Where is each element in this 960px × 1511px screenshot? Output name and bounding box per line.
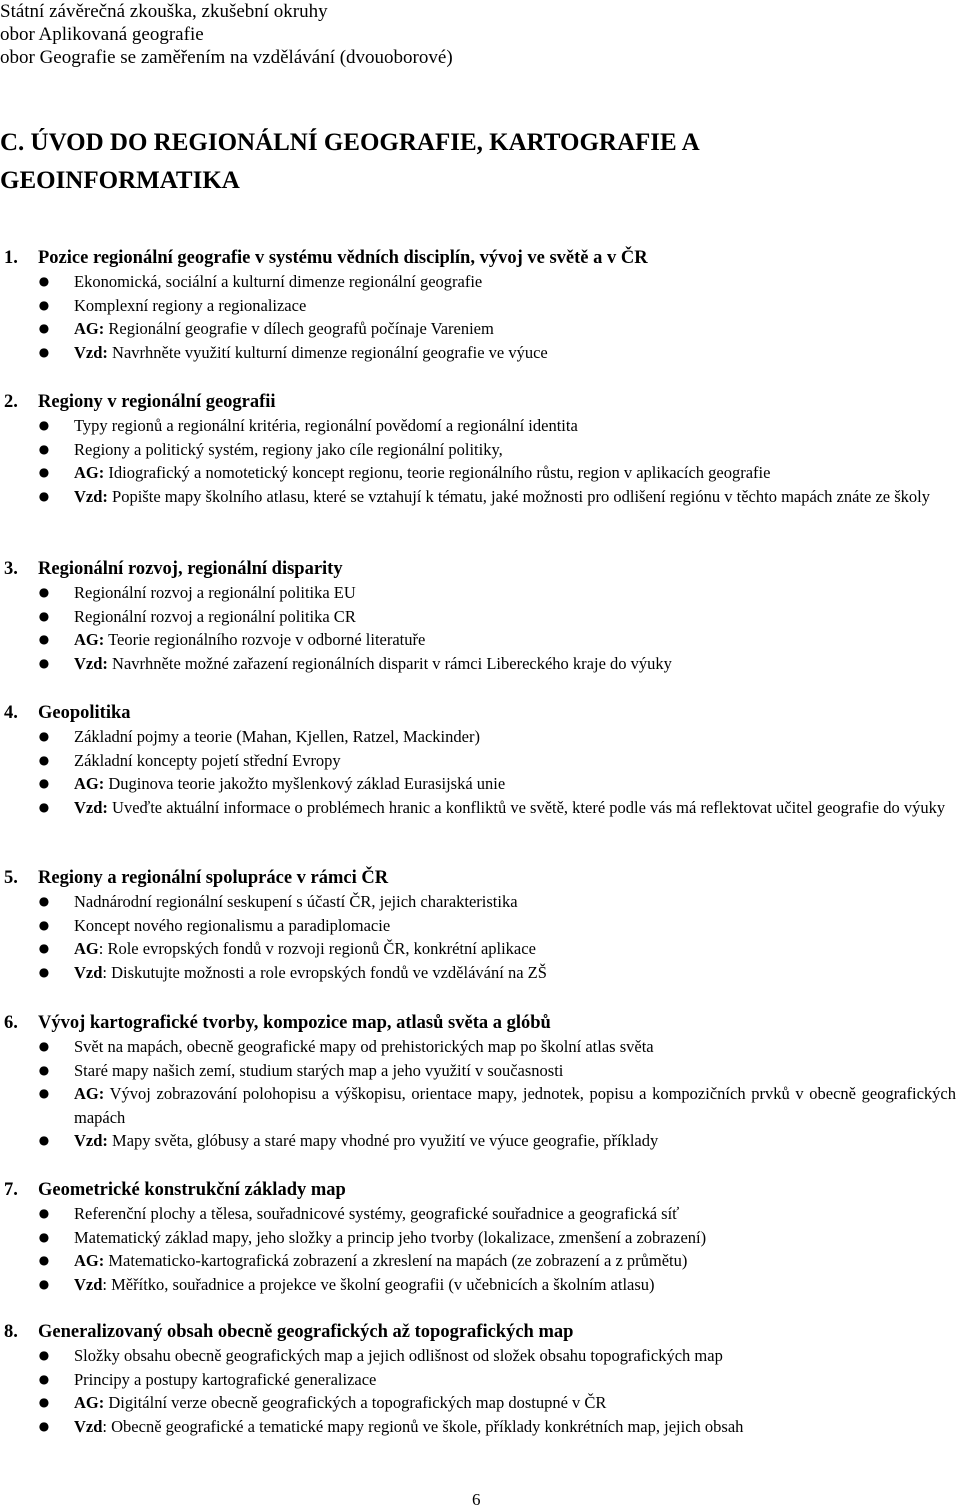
item-text: Svět na mapách, obecně geografické mapy od prehistorických map po školní atlas světa <box>74 1037 654 1056</box>
item-text: Regionální rozvoj a regionální politika EU <box>74 583 356 602</box>
item-text: Regionální rozvoj a regionální politika CR <box>74 606 356 626</box>
bullet-icon: ● <box>38 321 50 335</box>
item-prefix: AG: <box>74 1084 105 1103</box>
list-item <box>0 725 960 749</box>
item-text: Popište mapy školního atlasu, které se vztahují k tématu, jaké možnosti pro odlišení regiónu v těchto mapách znáte ze školy <box>107 486 930 506</box>
list-item <box>0 1415 960 1439</box>
bullet-icon: ● <box>38 1276 50 1291</box>
section-number: 1. <box>4 248 18 268</box>
item-text: Typy regionů a regionální kritéria, regionální povědomí a regionální identita <box>74 416 578 435</box>
topic-list <box>0 1344 960 1438</box>
section-title <box>0 246 960 270</box>
bullet-icon: ● <box>38 632 50 646</box>
item-prefix: Vzd: <box>74 1131 108 1150</box>
topic-list <box>0 725 960 819</box>
section-title-text: Geometrické konstrukční základy map <box>38 1180 346 1200</box>
list-item <box>0 1202 960 1226</box>
list-item <box>0 438 960 462</box>
section-2 <box>0 390 960 508</box>
bullet-icon: ● <box>38 1086 50 1100</box>
section-6 <box>0 1011 960 1153</box>
section-title-text: Vývoj kartografické tvorby, kompozice map, atlasů světa a glóbů <box>38 1013 551 1033</box>
section-title-text: Geopolitika <box>38 703 131 723</box>
list-item <box>0 485 960 509</box>
section-5 <box>0 866 960 984</box>
section-4 <box>0 701 960 819</box>
section-title <box>0 557 960 581</box>
list-item <box>0 1391 960 1415</box>
item-prefix: Vzd <box>74 1274 103 1294</box>
bullet-icon: ● <box>38 488 50 503</box>
item-prefix: Vzd: <box>74 797 108 817</box>
item-text: Regiony a politický systém, regiony jako cíle regionální politiky, <box>74 439 503 459</box>
list-item <box>0 1129 960 1153</box>
item-text: Referenční plochy a tělesa, souřadnicové systémy, geografické souřadnice a geografická síť <box>74 1204 680 1223</box>
section-number: 8. <box>4 1322 18 1342</box>
bullet-icon: ● <box>38 1253 50 1267</box>
item-text: : Měřítko, souřadnice a projekce ve školní geografii (v učebnicích a školním atlasu) <box>102 1274 655 1294</box>
bullet-icon: ● <box>38 799 50 814</box>
section-title-text: Generalizovaný obsah obecně geografických až topografických map <box>38 1322 574 1342</box>
section-3 <box>0 557 960 675</box>
item-text: Idiografický a nomotetický koncept regionu, teorie regionálního růstu, region v aplikacích geografie <box>104 463 771 482</box>
item-prefix: Vzd: <box>74 486 108 506</box>
item-prefix: Vzd <box>74 1416 103 1436</box>
item-prefix: AG: <box>74 463 105 482</box>
item-text: Mapy světa, glóbusy a staré mapy vhodné pro využití ve výuce geografie, příklady <box>107 1131 659 1150</box>
item-text: Nadnárodní regionální seskupení s účastí ČR, jejich charakteristika <box>74 892 518 911</box>
section-number: 2. <box>4 392 18 412</box>
section-number: 5. <box>4 868 18 888</box>
bullet-icon: ● <box>38 752 50 767</box>
section-title <box>0 1178 960 1202</box>
bullet-icon: ● <box>38 418 50 432</box>
bullet-icon: ● <box>38 941 50 955</box>
item-prefix: AG: <box>74 1393 105 1412</box>
list-item <box>0 581 960 605</box>
item-text: Regionální geografie v dílech geografů počínaje Vareniem <box>104 319 494 338</box>
item-text: Digitální verze obecně geografických a topografických map dostupné v ČR <box>104 1393 607 1412</box>
list-item <box>0 749 960 773</box>
bullet-icon: ● <box>38 344 50 359</box>
list-item <box>0 890 960 914</box>
list-item <box>0 1059 960 1083</box>
bullet-icon: ● <box>38 274 50 288</box>
list-item <box>0 317 960 341</box>
bullet-icon: ● <box>38 1039 50 1053</box>
item-text: : Role evropských fondů v rozvoji regionů ČR, konkrétní aplikace <box>98 939 536 958</box>
list-item <box>0 414 960 438</box>
list-item <box>0 937 960 961</box>
item-text: Základní pojmy a teorie (Mahan, Kjellen, Ratzel, Mackinder) <box>74 727 480 746</box>
item-text: Duginova teorie jakožto myšlenkový základ Eurasijská unie <box>104 774 506 793</box>
item-prefix: AG: <box>74 1251 105 1270</box>
item-text: Složky obsahu obecně geografických map a jejich odlišnost od složek obsahu topografických map <box>74 1346 723 1365</box>
list-item <box>0 1249 960 1273</box>
topic-list <box>0 890 960 984</box>
item-prefix: AG: <box>74 774 105 793</box>
item-prefix: AG <box>74 939 99 958</box>
section-title <box>0 1011 960 1035</box>
bullet-icon: ● <box>38 1062 50 1077</box>
item-prefix: AG: <box>74 630 105 649</box>
item-prefix: Vzd <box>74 962 103 982</box>
list-item <box>0 1226 960 1250</box>
section-7 <box>0 1178 960 1296</box>
item-text: Navrhněte možné zařazení regionálních disparit v rámci Libereckého kraje do výuky <box>107 653 672 673</box>
item-text: Základní koncepty pojetí střední Evropy <box>74 750 341 770</box>
section-number: 3. <box>4 559 18 579</box>
bullet-icon: ● <box>38 776 50 790</box>
section-title <box>0 866 960 890</box>
bullet-icon: ● <box>38 964 50 979</box>
section-title <box>0 701 960 725</box>
bullet-icon: ● <box>38 1371 50 1386</box>
list-item <box>0 1344 960 1368</box>
list-item <box>0 772 960 796</box>
bullet-icon: ● <box>38 1206 50 1220</box>
topic-list <box>0 1202 960 1296</box>
section-title-text: Regionální rozvoj, regionální disparity <box>38 559 343 579</box>
item-text: Ekonomická, sociální a kulturní dimenze regionální geografie <box>74 272 483 291</box>
bullet-icon: ● <box>38 894 50 908</box>
list-item <box>0 341 960 365</box>
item-text: Komplexní regiony a regionalizace <box>74 295 307 315</box>
list-item <box>0 796 960 820</box>
section-number: 4. <box>4 703 18 723</box>
list-item <box>0 461 960 485</box>
item-text: Principy a postupy kartografické generalizace <box>74 1369 377 1389</box>
item-text: Staré mapy našich zemí, studium starých map a jeho využití v současnosti <box>74 1060 564 1080</box>
item-text: : Diskutujte možnosti a role evropských fondů ve vzdělávání na ZŠ <box>102 962 547 982</box>
bullet-icon: ● <box>38 655 50 670</box>
list-item <box>0 628 960 652</box>
bullet-icon: ● <box>38 1229 50 1244</box>
list-item <box>0 1035 960 1059</box>
main-title: C. ÚVOD DO REGIONÁLNÍ GEOGRAFIE, KARTOGRAFIE A GEOINFORMATIKA <box>0 129 699 194</box>
bullet-icon: ● <box>38 465 50 479</box>
item-text: Uveďte aktuální informace o problémech hranic a konfliktů ve světě, které podle vás má reflektovat učitel geografie do výuky <box>107 797 946 817</box>
section-number: 6. <box>4 1013 18 1033</box>
bullet-icon: ● <box>38 441 50 456</box>
section-title-text: Regiony v regionální geografii <box>38 392 276 412</box>
section-title-text: Regiony a regionální spolupráce v rámci ČR <box>38 868 389 888</box>
section-1 <box>0 246 960 364</box>
list-item <box>0 914 960 938</box>
topic-list <box>0 270 960 364</box>
item-text: Vývoj zobrazování polohopisu a výškopisu, orientace mapy, jednotek, popisu a kompozičních prvků v obecně geografických mapách <box>74 1084 956 1127</box>
section-title <box>0 1320 960 1344</box>
list-item <box>0 1368 960 1392</box>
topic-list <box>0 581 960 675</box>
item-text: Navrhněte využití kulturní dimenze regionální geografie ve výuce <box>107 342 548 362</box>
item-text: Koncept nového regionalismu a paradiplomacie <box>74 915 391 935</box>
header-line-3: obor Geografie se zaměřením na vzdělávání (dvouoborové) <box>0 47 453 68</box>
item-text: Matematicko-kartografická zobrazení a zkreslení na mapách (ze zobrazení a z průmětu) <box>104 1251 688 1270</box>
item-text: Teorie regionálního rozvoje v odborné literatuře <box>104 630 426 649</box>
list-item <box>0 1273 960 1297</box>
header-line-1: Státní závěrečná zkouška, zkušební okruhy <box>0 1 328 22</box>
document-header <box>0 0 453 69</box>
list-item <box>0 961 960 985</box>
bullet-icon: ● <box>38 729 50 743</box>
bullet-icon: ● <box>38 917 50 932</box>
item-prefix: Vzd: <box>74 653 108 673</box>
section-title-text: Pozice regionální geografie v systému vědních disciplín, vývoj ve světě a v ČR <box>38 248 648 268</box>
topic-list <box>0 414 960 508</box>
item-prefix: AG: <box>74 319 105 338</box>
bullet-icon: ● <box>38 1133 50 1147</box>
section-number: 7. <box>4 1180 18 1200</box>
list-item <box>0 270 960 294</box>
bullet-icon: ● <box>38 585 50 599</box>
list-item <box>0 294 960 318</box>
item-prefix: Vzd: <box>74 342 108 362</box>
section-title <box>0 390 960 414</box>
bullet-icon: ● <box>38 297 50 312</box>
bullet-icon: ● <box>38 608 50 623</box>
header-line-2: obor Aplikovaná geografie <box>0 24 204 45</box>
bullet-icon: ● <box>38 1418 50 1433</box>
section-8 <box>0 1320 960 1438</box>
bullet-icon: ● <box>38 1395 50 1409</box>
page-number: 6 <box>472 1490 481 1509</box>
item-text: Matematický základ mapy, jeho složky a princip jeho tvorby (lokalizace, zmenšení a zobrazení) <box>74 1227 707 1247</box>
topic-list <box>0 1035 960 1153</box>
list-item <box>0 605 960 629</box>
list-item <box>0 652 960 676</box>
list-item <box>0 1082 960 1129</box>
item-text: : Obecně geografické a tematické mapy regionů ve škole, příklady konkrétních map, jejich obsah <box>102 1416 744 1436</box>
bullet-icon: ● <box>38 1348 50 1362</box>
